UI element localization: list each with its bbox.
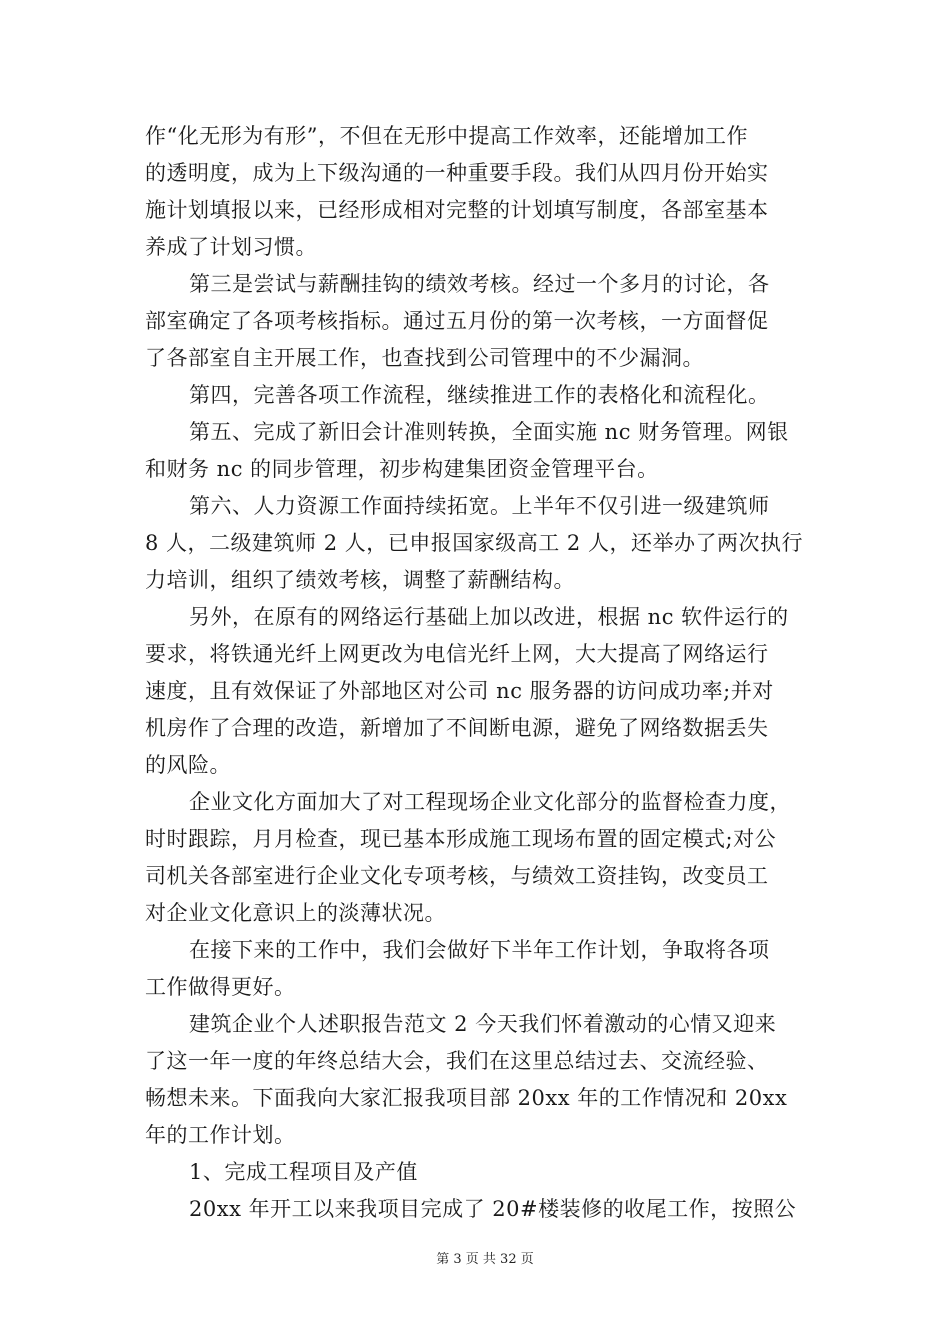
paragraph-line: 了这一年一度的年终总结大会，我们在这里总结过去、交流经验、 [145,1049,769,1073]
paragraph-line: 第五、完成了新旧会计准则转换，全面实施 nc 财务管理。网银 [189,420,789,444]
paragraph [145,1006,810,1154]
paragraph-line: 第六、人力资源工作面持续拓宽。上半年不仅引进一级建筑师 [189,494,770,518]
paragraph-line: 在接下来的工作中，我们会做好下半年工作计划，争取将各项 [189,938,770,962]
paragraph [145,932,810,1006]
paragraph-line: 20xx 年开工以来我项目完成了 20#楼装修的收尾工作，按照公 [189,1197,797,1221]
page-footer: 第 3 页 共 32 页 [436,1252,534,1267]
paragraph-line: 第三是尝试与薪酬挂钩的绩效考核。经过一个多月的讨论，各 [189,272,770,296]
paragraph-line: 年的工作计划。 [145,1123,296,1147]
paragraph-line: 对企业文化意识上的淡薄状况。 [145,901,446,925]
paragraph-line: 部室确定了各项考核指标。通过五月份的第一次考核，一方面督促 [145,309,769,333]
paragraph-line: 作“化无形为有形”，不但在无形中提高工作效率，还能增加工作 [145,124,748,148]
paragraph-line: 8 人，二级建筑师 2 人，已申报国家级高工 2 人，还举办了两次执行 [145,531,803,555]
paragraph [145,1191,810,1228]
paragraph-line: 的风险。 [145,753,231,777]
paragraph [145,266,810,377]
paragraph-line: 工作做得更好。 [145,975,296,999]
paragraph-line: 了各部室自主开展工作，也查找到公司管理中的不少漏洞。 [145,346,704,370]
paragraph-line: 司机关各部室进行企业文化专项考核，与绩效工资挂钩，改变员工 [145,864,769,888]
paragraph-line: 第四，完善各项工作流程，继续推进工作的表格化和流程化。 [189,383,770,407]
paragraph-line: 时时跟踪，月月检查，现已基本形成施工现场布置的固定模式;对公 [145,827,777,851]
paragraph-line: 施计划填报以来，已经形成相对完整的计划填写制度，各部室基本 [145,198,769,222]
paragraph [145,118,810,266]
paragraph-line: 速度，且有效保证了外部地区对公司 nc 服务器的访问成功率;并对 [145,679,774,703]
paragraph-line: 力培训，组织了绩效考核，调整了薪酬结构。 [145,568,575,592]
paragraph-line: 另外，在原有的网络运行基础上加以改进，根据 nc 软件运行的 [189,605,789,629]
paragraph-line: 要求，将铁通光纤上网更改为电信光纤上网，大大提高了网络运行 [145,642,769,666]
paragraph [145,1154,810,1191]
paragraph [145,599,810,784]
paragraph-line: 1、完成工程项目及产值 [189,1160,418,1184]
paragraph [145,784,810,932]
paragraph [145,377,810,414]
paragraph [145,414,810,488]
paragraph-line: 企业文化方面加大了对工程现场企业文化部分的监督检查力度， [189,790,791,814]
paragraph-line: 建筑企业个人述职报告范文 2 今天我们怀着激动的心情又迎来 [189,1012,777,1036]
paragraph-line: 的透明度，成为上下级沟通的一种重要手段。我们从四月份开始实 [145,161,769,185]
paragraph-line: 机房作了合理的改造，新增加了不间断电源，避免了网络数据丢失 [145,716,769,740]
document-body [145,118,810,1228]
paragraph-line: 养成了计划习惯。 [145,235,317,259]
paragraph [145,488,810,599]
paragraph-line: 畅想未来。下面我向大家汇报我项目部 20xx 年的工作情况和 20xx [145,1086,788,1110]
paragraph-line: 和财务 nc 的同步管理，初步构建集团资金管理平台。 [145,457,659,481]
